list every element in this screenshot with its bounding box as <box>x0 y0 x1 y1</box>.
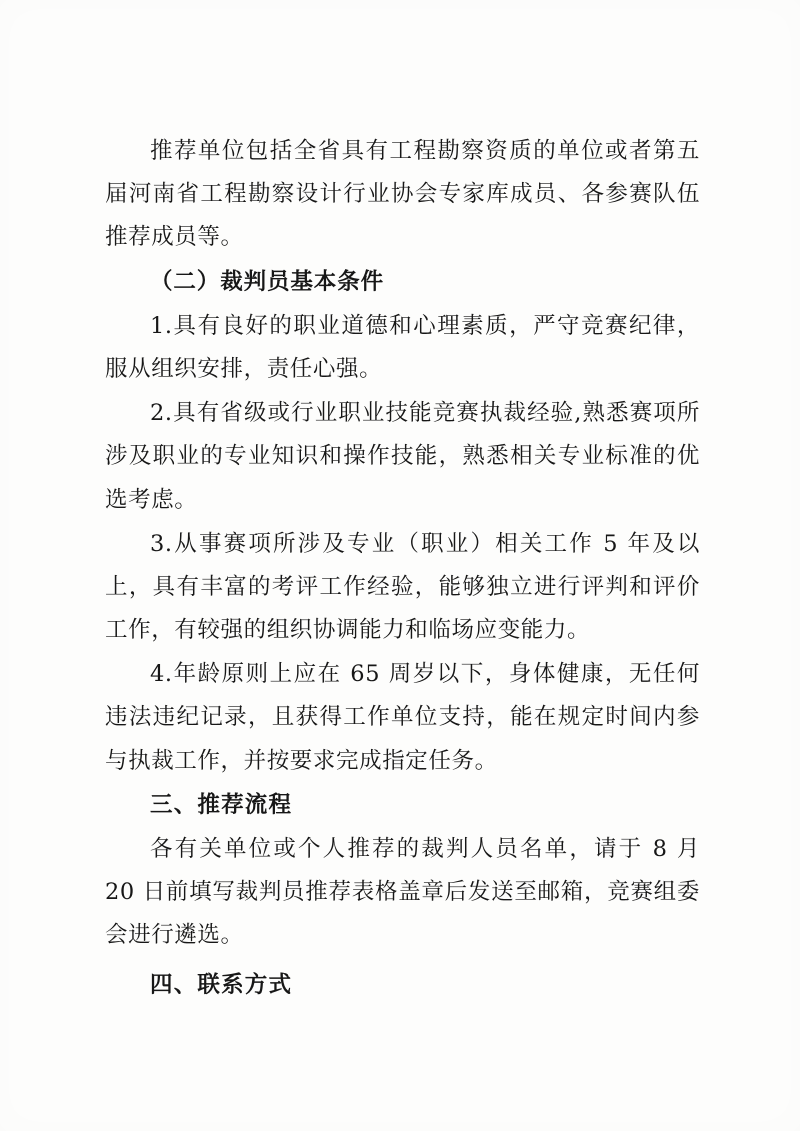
paragraph-item-4: 4.年龄原则上应在 65 周岁以下，身体健康，无任何违法违纪记录，且获得工作单位支持，能在规定时间内参与执裁工作，并按要求完成指定任务。 <box>105 661 700 774</box>
paragraph-process-body: 各有关单位或个人推荐的裁判人员名单，请于 8 月 20 日前填写裁判员推荐表格盖章后发送至邮箱，竞赛组委会进行遴选。 <box>105 836 700 949</box>
paragraph-item-3: 3.从事赛项所涉及专业（职业）相关工作 5 年及以上，具有丰富的考评工作经验，能够独立进行评判和评价工作，有较强的组织协调能力和临场应变能力。 <box>105 530 700 644</box>
document-body <box>105 130 700 1007</box>
paragraph-recommend-units: 推荐单位包括全省具有工程勘察资质的单位或者第五届河南省工程勘察设计行业协会专家库成员、各参赛队伍推荐成员等。 <box>105 138 700 251</box>
paragraph-item-2: 2.具有省级或行业职业技能竞赛执裁经验,熟悉赛项所涉及职业的专业知识和操作技能，熟悉相关专业标准的优选考虑。 <box>105 400 700 513</box>
paragraph-item-1: 1.具有良好的职业道德和心理素质，严守竞赛纪律，服从组织安排，责任心强。 <box>105 312 700 382</box>
heading-judge-basic-conditions: （二）裁判员基本条件 <box>150 268 385 295</box>
heading-contact-information: 四、联系方式 <box>150 971 293 998</box>
heading-recommendation-process: 三、推荐流程 <box>150 791 293 818</box>
